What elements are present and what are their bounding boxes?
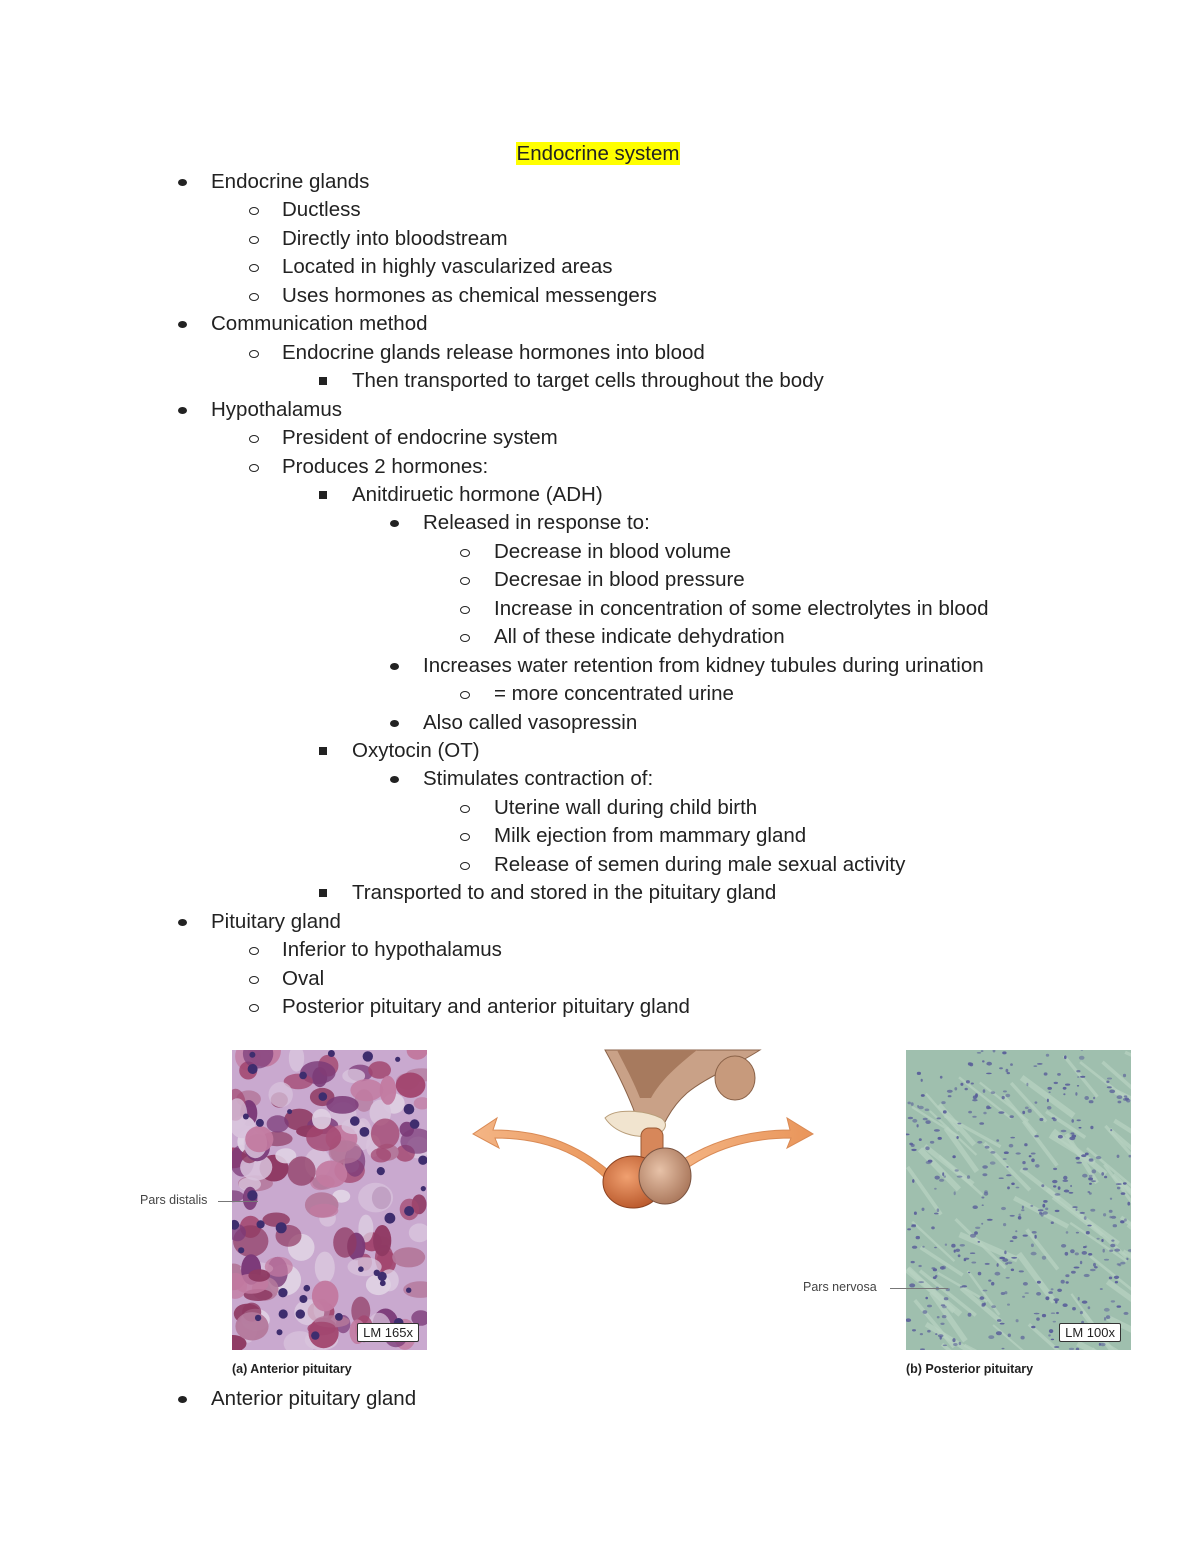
list-item bbox=[0, 711, 1200, 735]
posterior-magnification-badge: LM 100x bbox=[1059, 1323, 1121, 1342]
list-item-text: Released in response to: bbox=[423, 511, 650, 534]
list-item bbox=[0, 682, 1200, 706]
list-item bbox=[0, 455, 1200, 479]
anterior-pituitary-micrograph bbox=[232, 1050, 427, 1350]
anterior-pituitary-caption: (a) Anterior pituitary bbox=[232, 1362, 352, 1376]
list-item bbox=[0, 853, 1200, 877]
list-item-text: Endocrine glands bbox=[211, 170, 370, 193]
list-item bbox=[0, 995, 1200, 1019]
bullet-square-icon bbox=[319, 889, 327, 897]
pars-distalis-label: Pars distalis bbox=[140, 1193, 208, 1207]
anterior-micrograph-image bbox=[232, 1050, 427, 1350]
list-item bbox=[0, 341, 1200, 365]
list-item-text: Located in highly vascularized areas bbox=[282, 255, 613, 278]
list-item-text: Anitdiruetic hormone (ADH) bbox=[352, 483, 603, 506]
bullet-circle-icon bbox=[460, 549, 470, 557]
pituitary-illustration bbox=[465, 1048, 820, 1213]
bullet-circle-icon bbox=[249, 350, 259, 358]
list-item-text: Increases water retention from kidney tubules during urination bbox=[423, 654, 984, 677]
bullet-circle-icon bbox=[249, 464, 259, 472]
list-item bbox=[0, 654, 1200, 678]
list-item-text: Uterine wall during child birth bbox=[494, 796, 758, 819]
list-item bbox=[0, 227, 1200, 251]
list-item bbox=[0, 1387, 1200, 1411]
list-item bbox=[0, 369, 1200, 393]
right-arrow-icon bbox=[673, 1118, 813, 1174]
bullet-circle-icon bbox=[249, 293, 259, 301]
list-item-text: Then transported to target cells throughout the body bbox=[352, 369, 824, 392]
bullet-circle-icon bbox=[460, 833, 470, 841]
list-item-text: Produces 2 hormones: bbox=[282, 455, 489, 478]
bullet-disc-icon bbox=[390, 520, 399, 527]
list-item bbox=[0, 540, 1200, 564]
list-item bbox=[0, 198, 1200, 222]
bullet-circle-icon bbox=[249, 236, 259, 244]
list-item bbox=[0, 170, 1200, 194]
list-item-text: Inferior to hypothalamus bbox=[282, 938, 502, 961]
bullet-disc-icon bbox=[178, 321, 187, 328]
list-item-text: Stimulates contraction of: bbox=[423, 767, 654, 790]
pars-nervosa-label: Pars nervosa bbox=[803, 1280, 877, 1294]
list-item bbox=[0, 796, 1200, 820]
list-item-text: Also called vasopressin bbox=[423, 711, 638, 734]
bullet-circle-icon bbox=[249, 976, 259, 984]
list-item-text: Uses hormones as chemical messengers bbox=[282, 284, 657, 307]
bullet-square-icon bbox=[319, 491, 327, 499]
bullet-circle-icon bbox=[249, 947, 259, 955]
bullet-circle-icon bbox=[460, 691, 470, 699]
bullet-square-icon bbox=[319, 747, 327, 755]
posterior-pituitary-micrograph bbox=[906, 1050, 1131, 1350]
list-item bbox=[0, 938, 1200, 962]
list-item-text: Milk ejection from mammary gland bbox=[494, 824, 807, 847]
bullet-circle-icon bbox=[460, 805, 470, 813]
posterior-micrograph-image bbox=[906, 1050, 1131, 1350]
list-item bbox=[0, 255, 1200, 279]
bullet-circle-icon bbox=[460, 634, 470, 642]
bullet-disc-icon bbox=[178, 407, 187, 414]
bullet-circle-icon bbox=[460, 862, 470, 870]
posterior-pituitary-caption: (b) Posterior pituitary bbox=[906, 1362, 1034, 1376]
bullet-circle-icon bbox=[249, 207, 259, 215]
list-item bbox=[0, 398, 1200, 422]
list-item bbox=[0, 967, 1200, 991]
list-item-text: Anterior pituitary gland bbox=[211, 1387, 417, 1410]
bullet-square-icon bbox=[319, 377, 327, 385]
list-item-text: President of endocrine system bbox=[282, 426, 558, 449]
bullet-circle-icon bbox=[249, 435, 259, 443]
list-item bbox=[0, 426, 1200, 450]
pars-distalis-leader bbox=[218, 1201, 258, 1202]
list-item bbox=[0, 597, 1200, 621]
list-item-text: Hypothalamus bbox=[211, 398, 343, 421]
list-item bbox=[0, 483, 1200, 507]
list-item-text: Decrease in blood volume bbox=[494, 540, 732, 563]
list-item-text: Decresae in blood pressure bbox=[494, 568, 745, 591]
list-item-text: = more concentrated urine bbox=[494, 682, 734, 705]
list-item bbox=[0, 767, 1200, 791]
list-item bbox=[0, 881, 1200, 905]
list-item-text: Transported to and stored in the pituitary gland bbox=[352, 881, 777, 904]
bullet-disc-icon bbox=[390, 776, 399, 783]
list-item-text: Ductless bbox=[282, 198, 361, 221]
bullet-circle-icon bbox=[460, 577, 470, 585]
list-item-text: Release of semen during male sexual activity bbox=[494, 853, 906, 876]
list-item-text: Pituitary gland bbox=[211, 910, 341, 933]
list-item-text: Directly into bloodstream bbox=[282, 227, 508, 250]
list-item-text: All of these indicate dehydration bbox=[494, 625, 785, 648]
list-item-text: Communication method bbox=[211, 312, 428, 335]
list-item bbox=[0, 824, 1200, 848]
bullet-disc-icon bbox=[178, 1396, 187, 1403]
anterior-magnification-badge: LM 165x bbox=[357, 1323, 419, 1342]
bullet-disc-icon bbox=[178, 919, 187, 926]
list-item bbox=[0, 739, 1200, 763]
bullet-circle-icon bbox=[249, 264, 259, 272]
bullet-disc-icon bbox=[390, 663, 399, 670]
list-item bbox=[0, 625, 1200, 649]
list-item bbox=[0, 511, 1200, 535]
bullet-circle-icon bbox=[249, 1004, 259, 1012]
list-item-text: Increase in concentration of some electrolytes in blood bbox=[494, 597, 989, 620]
list-item bbox=[0, 910, 1200, 934]
bullet-circle-icon bbox=[460, 606, 470, 614]
left-arrow-icon bbox=[473, 1118, 615, 1180]
list-item-text: Posterior pituitary and anterior pituitary gland bbox=[282, 995, 690, 1018]
list-item-text: Oxytocin (OT) bbox=[352, 739, 480, 762]
list-item bbox=[0, 568, 1200, 592]
list-item-text: Endocrine glands release hormones into blood bbox=[282, 341, 705, 364]
document-title: Endocrine system bbox=[516, 142, 680, 165]
bullet-disc-icon bbox=[178, 179, 187, 186]
list-item bbox=[0, 284, 1200, 308]
list-item bbox=[0, 312, 1200, 336]
bullet-disc-icon bbox=[390, 720, 399, 727]
list-item-text: Oval bbox=[282, 967, 325, 990]
pars-nervosa-leader bbox=[890, 1288, 948, 1289]
